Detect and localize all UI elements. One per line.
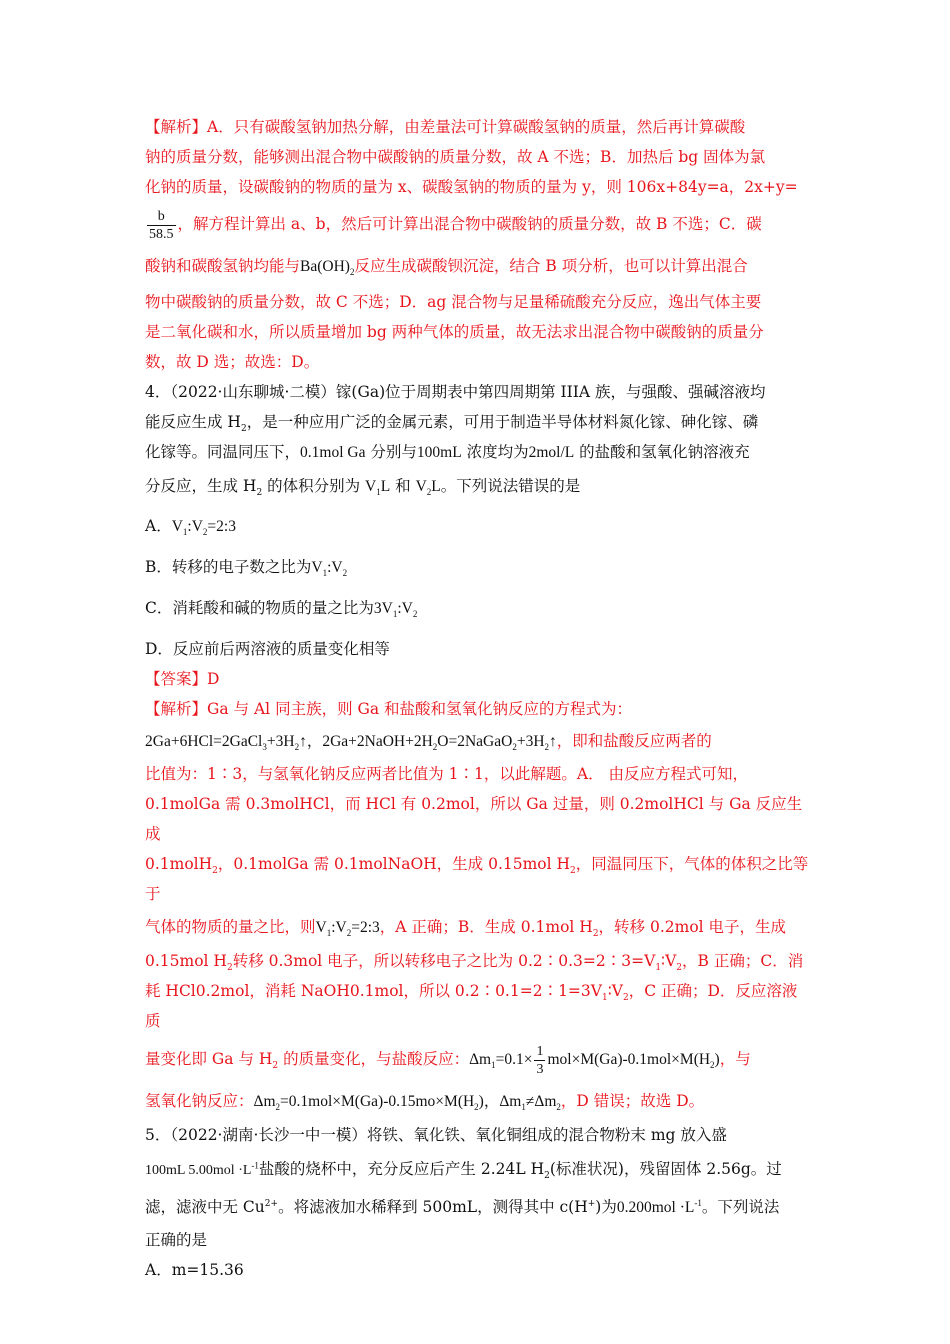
option-b[interactable]: B．转移的电子数之比为$V_1:V_2$: [145, 558, 348, 579]
document-page: [145, 112, 810, 1285]
q4-analysis: 【解析】Ga 与 Al 同主族，则 Ga 和盐酸和氢氧化钠反应的方程式为： $2Ga+6HCl=2GaCl_3+3H_2↑$，$2Ga+2NaOH+2H_2O=2NaGaO_2+3H_2↑$，即和盐酸反应两者的 比值为：1∶3，与氢氧化钠反应两者比值为 1∶1，以此解题。A． 由反应方程式可知， 0.1molGa 需 0.3molHCl，而 HCl 有 0.2mol，所以 Ga 过量，则 0.2molHCl 与 Ga 反应生成 0.1molH$_2$，0.1molGa 需 0.1molNaOH，生成 0.15mol $H_2$，同温同压下，气体的体积之比等于 气体的物质的量之比，则$V_1:V_2=2:3$，A 正确；B．生成 0.1mol $H_2$，转移 0.2mol 电子，生成 0.15mol $H_2$转移 0.3mol 电子，所以转移电子之比为 $0.2∶0.3=2∶3=V_1∶V_2$，B 正确；C．消 耗 HCl0.2mol，消耗 NaOH0.1mol，所以 $0.2∶0.1=2∶1=3V_1∶V_2$，C 正确；D．反应溶液质 量变化即 Ga 与 $H_2$ 的质量变化，与盐酸反应：$\Delta m_1=0.1\times$ $\frac{1}{3}$ $mol\times M(Ga)-0.1mol\times M(H_2)$，与 氢氧化钠反应：$\Delta m_2=0.1mol\times M(Ga)-0.15mo\times M(H_2)$，$\Delta m_1\ne\Delta m_2$，D 错误；故选 D。: [145, 700, 809, 1113]
fraction-b-over-58-5: $\frac{b}{58.5}$: [149, 208, 174, 242]
answer-label: 【答案】D: [145, 670, 220, 688]
option-d[interactable]: D．反应前后两溶液的质量变化相等: [145, 640, 390, 658]
analysis-label: 【解析】: [145, 118, 208, 136]
option-a[interactable]: A．$V_1:V_2=2:3$: [145, 517, 236, 538]
fraction-one-third: $\frac{1}{3}$: [536, 1043, 544, 1077]
option-a-q5[interactable]: A．m=15.36: [145, 1261, 244, 1279]
question-4: 4．（2022·山东聊城·二模）镓(Ga)位于周期表中第四周期第 IIIA 族，与强酸、强碱溶液均 能反应生成 $H_2$，是一种应用广泛的金属元素，可用于制造半导体材料氮化镓、砷化镓、磷 化镓等。同温同压下，0.1mol Ga 分别与100mL 浓度均为2mol/L 的盐酸和氢氧化钠溶液充 分反应，生成 $H_2$ 的体积分别为 $V_1L$ 和 $V_2L$。下列说法错误的是 A．$V_1:V_2=2:3$ B．转移的电子数之比为$V_1:V_2$ C．消耗酸和碱的物质的量之比为$3V_1:V_2$ D．反应前后两溶液的质量变化相等 【答案】D 【解析】Ga 与 Al 同主族，则 Ga 和盐酸和氢氧化钠反应的方程式为： $2Ga+6HCl=2GaCl_3+3H_2↑$，$2Ga+2NaOH+2H_2O=2NaGaO_2+3H_2↑$，即和盐酸反应两者的 比值为：1∶3，与氢氧化钠反应两者比值为 1∶1，以此解题。A． 由反应方程式可知， 0.1molGa 需 0.3molHCl，而 HCl 有 0.2mol，所以 Ga 过量，则 0.2molHCl 与 Ga 反应生成 0.1molH$_2$，0.1molGa 需 0.1molNaOH，生成 0.15mol $H_2$，同温同压下，气体的体积之比等于 气体的物质的量之比，则$V_1:V_2=2:3$，A 正确；B．生成 0.1mol $H_2$，转移 0.2mol 电子，生成 0.15mol $H_2$转移 0.3mol 电子，所以转移电子之比为 $0.2∶0.3=2∶3=V_1∶V_2$，B 正确；C．消 耗 HCl0.2mol，消耗 NaOH0.1mol，所以 $0.2∶0.1=2∶1=3V_1∶V_2$，C 正确；D．反应溶液质 量变化即 Ga 与 $H_2$ 的质量变化，与盐酸反应：$\Delta m_1=0.1\times$ $\frac{1}{3}$ $mol\times M(Ga)-0.1mol\times M(H_2)$，与 氢氧化钠反应：$\Delta m_2=0.1mol\times M(Ga)-0.15mo\times M(H_2)$，$\Delta m_1\ne\Delta m_2$，D 错误；故选 D。: [145, 377, 810, 1120]
q3-analysis: 【解析】A．只有碳酸氢钠加热分解，由差量法可计算碳酸氢钠的质量，然后再计算碳酸 钠的质量分数，能够测出混合物中碳酸钠的质量分数，故 A 不选；B．加热后 bg 固体为氯 化钠的质量，设碳酸钠的物质的量为 x、碳酸氢钠的物质的量为 y，则 106x+84y=a，2x+y= $\frac{b}{58.5}$ ，解方程计算出 a、b，然后可计算出混合物中碳酸钠的质量分数，故 B 不选；C．碳 酸钠和碳酸氢钠均能与$Ba(OH)_2$反应生成碳酸钡沉淀，结合 B 项分析，也可以计算出混合 物中碳酸钠的质量分数，故 C 不选；D．ag 混合物与足量稀硫酸充分反应，逸出气体主要 是二氧化碳和水，所以质量增加 bg 两种气体的质量，故无法求出混合物中碳酸钠的质量分 数，故 D 选；故选：D。: [145, 118, 798, 371]
option-c[interactable]: C．消耗酸和碱的物质的量之比为$3V_1:V_2$: [145, 599, 418, 620]
question-5: 5．（2022·湖南·长沙一中一模）将铁、氧化铁、氧化铜组成的混合物粉末 mg 放入盛 100mL $5.00mol \cdot L^{-1}$盐酸的烧杯中，充分反应后产生 2.24L $H_2$(标准状况)，残留固体 2.56g。过 滤，滤液中无 $Cu^{2+}$。将滤液加水稀释到 500mL，测得其中 c(H+)为$0.200mol \cdot L^{-1}$。下列说法 正确的是 A．m=15.36: [145, 1120, 810, 1285]
formula-baoh2: $Ba(OH)_2$: [300, 258, 355, 278]
